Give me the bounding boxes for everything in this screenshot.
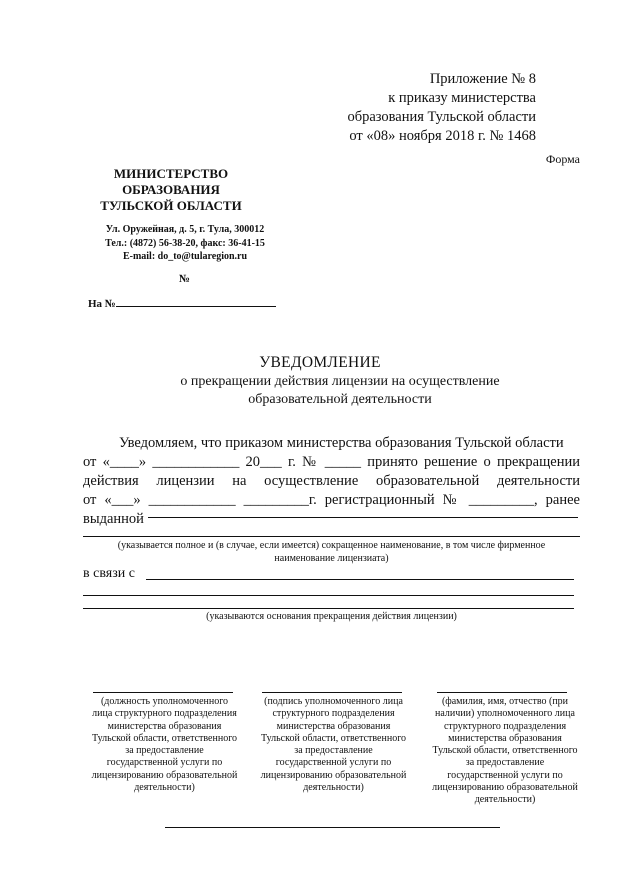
licensee-note-line-2: наименование лицензиата) xyxy=(274,552,389,564)
notice-body xyxy=(83,434,580,529)
signature-column-position xyxy=(82,696,247,794)
ministry-line-1: МИНИСТЕРСТВО xyxy=(113,166,229,181)
sig-col2-line: структурного подразделения xyxy=(272,708,395,720)
reply-to-label: На № xyxy=(88,298,116,310)
body-line-2: от «____» ____________ 20___ г. № _____ принято решение о прекращении xyxy=(83,454,580,470)
sig-col3-line: лицензированию образовательной xyxy=(432,782,578,794)
subtitle-line-2: образовательной деятельности xyxy=(248,392,432,407)
document-title: УВЕДОМЛЕНИЕ xyxy=(259,354,381,371)
sig-col1-line: лица структурного подразделения xyxy=(92,708,237,720)
body-line-3: действия лицензии на осуществление образовательной деятельности xyxy=(83,473,580,489)
ministry-line-3: ТУЛЬСКОЙ ОБЛАСТИ xyxy=(100,198,242,213)
sig-col2-line: министерства образования xyxy=(276,720,391,732)
signature-column-signature xyxy=(251,696,416,794)
appendix-block xyxy=(300,70,536,146)
appendix-line-2: к приказу министерства xyxy=(388,90,536,106)
sig-col3-line: деятельности) xyxy=(474,794,536,806)
reason-blank-1[interactable] xyxy=(146,579,574,580)
appendix-line-1: Приложение № 8 xyxy=(429,71,536,87)
licensee-name-blank[interactable] xyxy=(148,517,578,518)
form-label: Форма xyxy=(545,152,580,166)
sig-col2-line: Тульской области, ответственного xyxy=(260,732,407,744)
ministry-contacts xyxy=(80,223,290,264)
sig-col3-line: (фамилия, имя, отчество (при xyxy=(441,696,569,707)
sig-col1-line: за предоставление xyxy=(125,745,204,757)
sig-col1-line: министерства образования xyxy=(107,720,222,732)
body-line-4: от «___» ____________ _________г. регистрационный № _________, ранее xyxy=(83,492,580,508)
sig-col3-line: структурного подразделения xyxy=(443,720,567,732)
sig-col3-line: за предоставление xyxy=(465,757,545,769)
sig-col1-line: деятельности) xyxy=(134,782,195,794)
document-subtitle xyxy=(160,373,520,409)
sig-col1-line: государственной услуги по xyxy=(106,757,223,769)
sig-col1-line: Тульской области, ответственного xyxy=(91,732,238,744)
licensee-note-line-1: (указывается полное и (в случае, если имеется) сокращенное наименование, в том числе фирменное xyxy=(117,540,546,551)
sig-col2-line: государственной услуги по xyxy=(275,757,392,769)
bottom-rule xyxy=(165,827,500,828)
position-signature-line[interactable] xyxy=(93,692,233,693)
outgoing-number-label: № xyxy=(179,273,191,285)
appendix-line-3: образования Тульской области xyxy=(347,109,536,125)
reason-blank-3[interactable] xyxy=(83,608,574,609)
sig-col1-line: (должность уполномоченного xyxy=(100,696,229,707)
sig-col3-line: государственной услуги по xyxy=(447,769,563,781)
sig-col2-line: за предоставление xyxy=(294,745,373,757)
fullname-signature-line[interactable] xyxy=(437,692,567,693)
sig-col3-line: министерства образования xyxy=(448,732,562,744)
ministry-name xyxy=(96,166,246,214)
reply-to-blank[interactable] xyxy=(116,296,276,307)
ministry-line-2: ОБРАЗОВАНИЯ xyxy=(122,182,220,197)
sig-col3-line: наличии) уполномоченного лица xyxy=(435,708,575,720)
appendix-line-4: от «08» ноября 2018 г. № 1468 xyxy=(349,128,536,144)
reason-label: в связи с xyxy=(83,566,135,581)
signature-line[interactable] xyxy=(262,692,402,693)
reason-blank-2[interactable] xyxy=(83,595,574,596)
sig-col3-line: Тульской области, ответственного xyxy=(432,745,578,757)
body-line-1: Уведомляем, что приказом министерства образования Тульской области xyxy=(119,435,564,451)
sig-col2-line: лицензированию образовательной xyxy=(260,769,407,781)
body-line-5: выданной xyxy=(83,511,144,527)
subtitle-line-1: о прекращении действия лицензии на осуществление xyxy=(180,374,500,389)
phone-fax: Тел.: (4872) 56-38-20, факс: 36-41-15 xyxy=(105,237,265,249)
reply-to-field xyxy=(88,296,276,310)
licensee-name-blank-2[interactable] xyxy=(83,536,580,537)
licensee-note xyxy=(83,540,580,565)
reason-note: (указываются основания прекращения действия лицензии) xyxy=(206,611,457,622)
signature-column-fullname xyxy=(420,696,590,807)
email: E-mail: do_to@tularegion.ru xyxy=(122,251,248,262)
address: Ул. Оружейная, д. 5, г. Тула, 300012 xyxy=(105,224,265,235)
sig-col2-line: деятельности) xyxy=(303,782,364,794)
sig-col2-line: (подпись уполномоченного лица xyxy=(264,696,403,707)
sig-col1-line: лицензированию образовательной xyxy=(91,769,238,781)
